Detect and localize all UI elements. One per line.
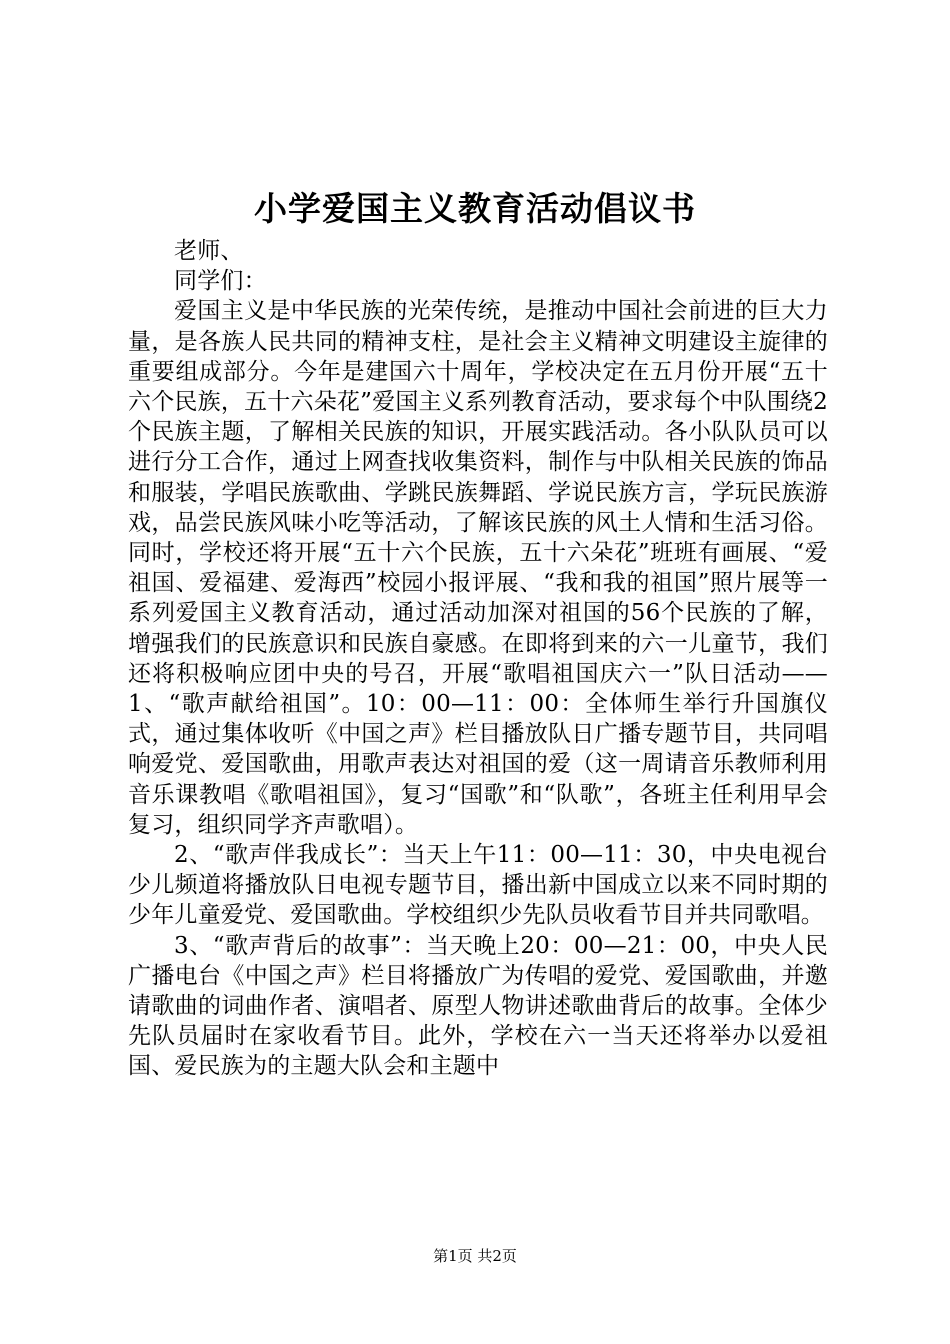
paragraph-intro: 爱国主义是中华民族的光荣传统，是推动中国社会前进的巨大力量，是各族人民共同的精神支柱，是社会主义精神文明建设主旋律的重要组成部分。今年是建国六十周年，学校决定在五月份开展“五十六个民族，五十六朵花”爱国主义系列教育活动，要求每个中队围绕2个民族主题，了解相关民族的知识，开展实践活动。各小队队员可以进行分工合作，通过上网查找收集资料，制作与中队相关民族的饰品和服装，学唱民族歌曲、学跳民族舞蹈、学说民族方言，学玩民族游戏，品尝民族风味小吃等活动，了解该民族的风土人情和生活习俗。同时，学校还将开展“五十六个民族，五十六朵花”班班有画展、“爱祖国、爱福建、爱海西”校园小报评展、“我和我的祖国”照片展等一系列爱国主义教育活动，通过活动加深对祖国的56个民族的了解，增强我们的民族意识和民族自豪感。在即将到来的六一儿童节，我们还将积极响应团中央的号召，开展“歌唱祖国庆六一”队日活动——1、“歌声献给祖国”。10：00—11：00：全体师生举行升国旗仪式，通过集体收听《中国之声》栏目播放队日广播专题节目，共同唱响爱党、爱国歌曲，用歌声表达对祖国的爱（这一周请音乐教师利用音乐课教唱《歌唱祖国》，复习“国歌”和“队歌”，各班主任利用早会复习，组织同学齐声歌唱）。: [128, 298, 828, 838]
page-footer: 第1页 共2页: [433, 1247, 517, 1265]
paragraph-activity-2: 2、“歌声伴我成长”：当天上午11：00—11：30，中央电视台少儿频道将播放队日电视专题节目，播出新中国成立以来不同时期的少年儿童爱党、爱国歌曲。学校组织少先队员收看节目并共同歌唱。: [128, 842, 828, 929]
document-body: [128, 236, 828, 1082]
salutation-students: 同学们：: [174, 268, 267, 295]
salutation-teachers: 老师、: [174, 238, 244, 264]
paragraph-activity-3: 3、“歌声背后的故事”：当天晚上20：00—21：00，中央人民广播电台《中国之声》栏目将播放广为传唱的爱党、爱国歌曲，并邀请歌曲的词曲作者、演唱者、原型人物讲述歌曲背后的故事。全体少先队员届时在家收看节目。此外，学校在六一当天还将举办以爱祖国、爱民族为的主题大队会和主题中: [128, 932, 828, 1080]
document-title: 小学爱国主义教育活动倡议书: [254, 189, 696, 228]
